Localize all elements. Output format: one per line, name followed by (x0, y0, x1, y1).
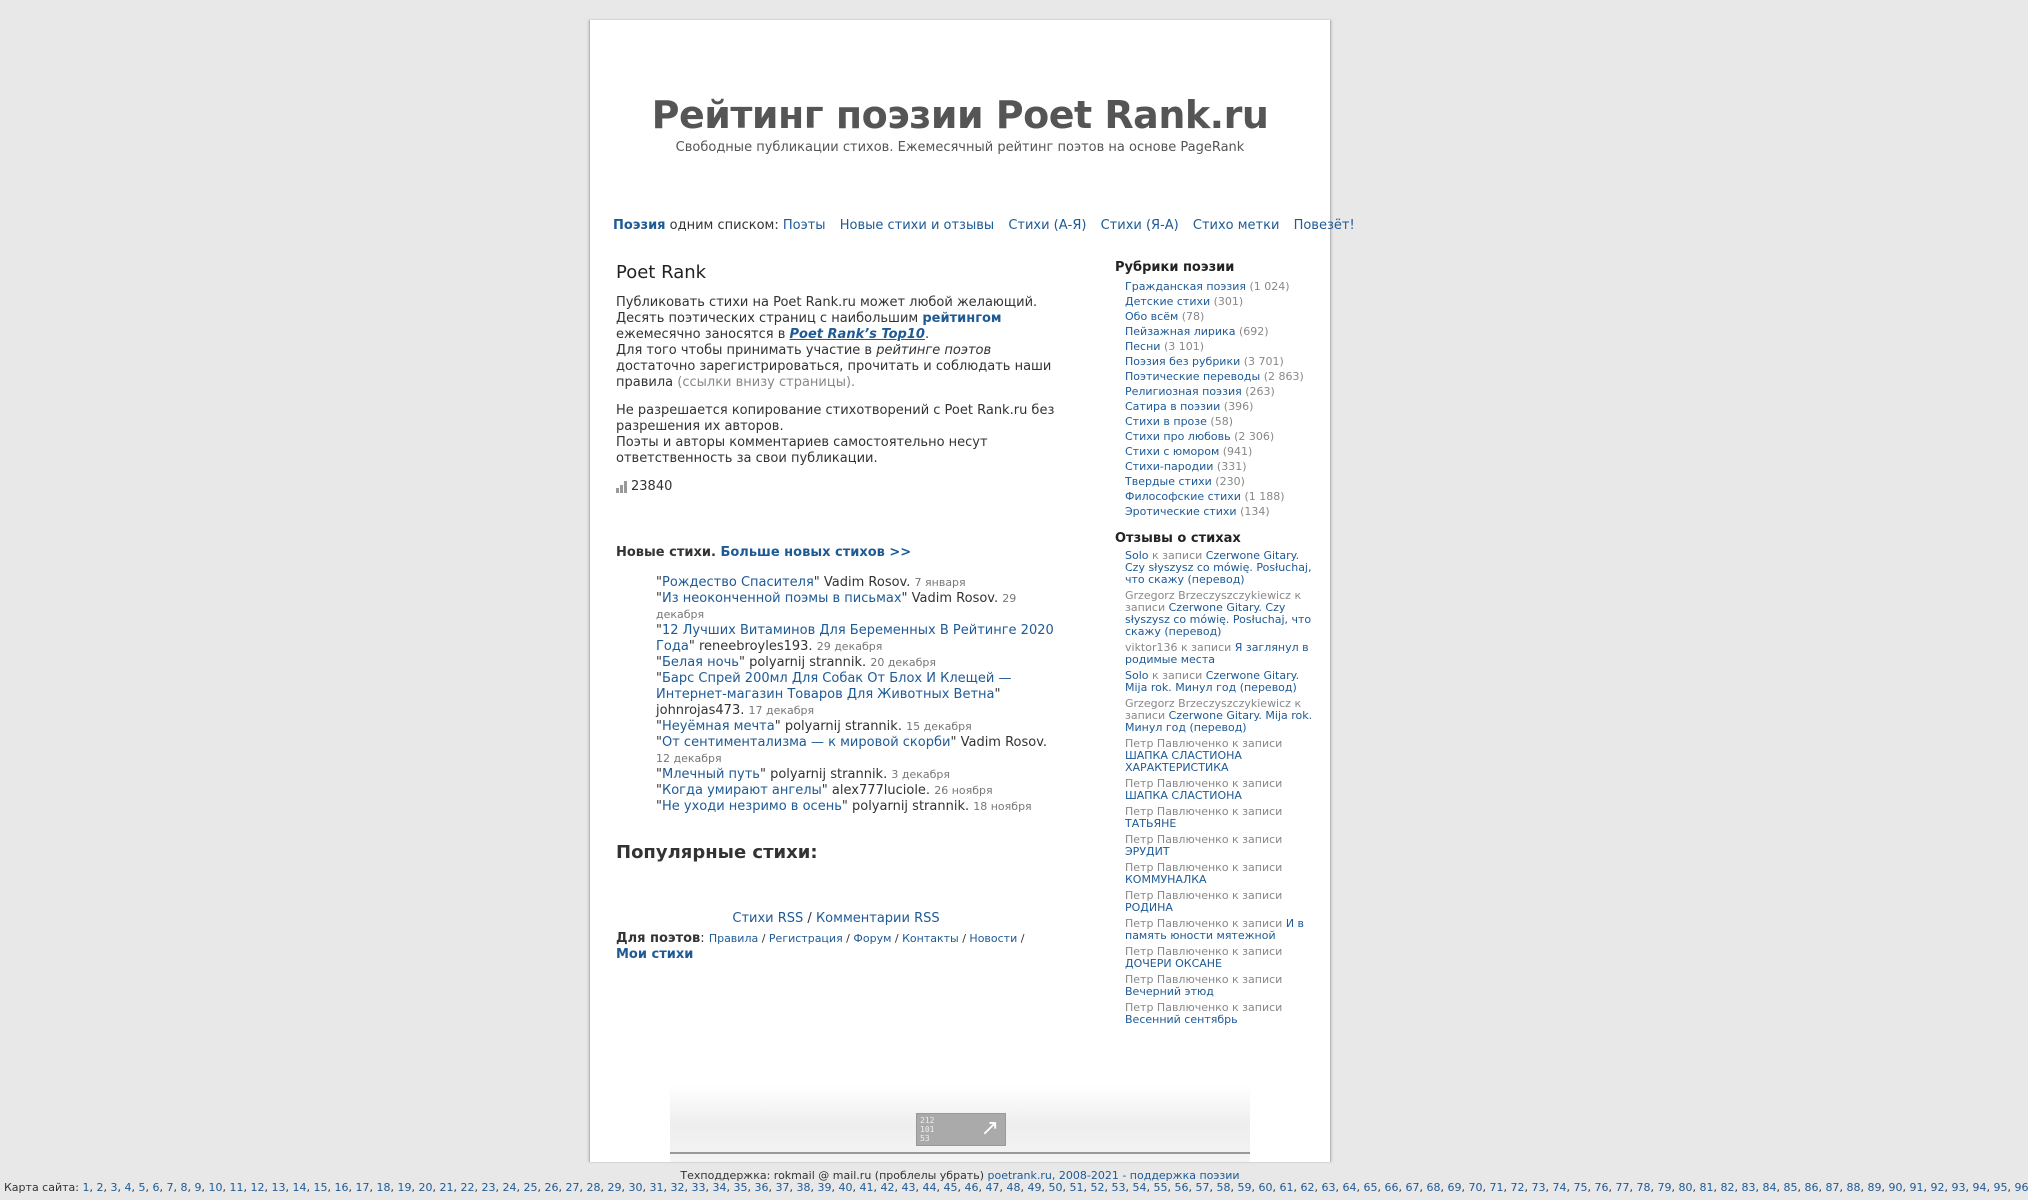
sitemap-page-link[interactable]: 2 (96, 1181, 104, 1194)
sitemap-page-link[interactable]: 84 (1762, 1181, 1777, 1194)
category-link[interactable]: Стихи-пародии (1125, 460, 1214, 473)
sitemap-page-link[interactable]: 90 (1888, 1181, 1903, 1194)
new-poem-item: "Барс Спрей 200мл Для Собак От Блох И Клещей — Интернет-магазин Товаров Для Животных Ветна" johnrojas473. 17 декабря (656, 671, 1012, 718)
sitemap-page-link[interactable]: 76 (1594, 1181, 1609, 1194)
category-count: (3 101) (1163, 340, 1205, 353)
review-post-link[interactable]: ШАПКА СЛАСТИОНА ХАРАКТЕРИСТИКА (1125, 749, 1242, 774)
new-poem-author: polyarnij strannik. (784, 719, 902, 734)
comments-rss-link[interactable]: Комментарии RSS (815, 911, 940, 926)
sitemap-page-link[interactable]: 7 (166, 1181, 174, 1194)
new-poem-item: "Когда умирают ангелы" alex777luciole. 26 ноября (656, 783, 993, 798)
new-poem-link[interactable]: От сентиментализма — к мировой скорби (661, 735, 951, 750)
my-poems-link[interactable]: Мои стихи (616, 947, 694, 962)
new-poem-item: "От сентиментализма — к мировой скорби" Vadim Rosov. 12 декабря (656, 735, 1048, 765)
review-author: Петр Павлюченко (1125, 1001, 1229, 1014)
review-to-post-label: к записи (1228, 861, 1283, 874)
sidebar (1115, 260, 1315, 1038)
new-poem-author: johnrojas473. (656, 703, 745, 718)
review-to-post-label: к записи (1228, 737, 1283, 750)
review-to-post-label: к записи (1148, 669, 1206, 682)
review-author: Петр Павлюченко (1125, 973, 1229, 986)
review-author[interactable]: Solo (1125, 549, 1149, 562)
new-poem-author: Vadim Rosov. (823, 575, 911, 590)
review-author: Петр Павлюченко (1125, 833, 1229, 846)
sitemap-page-link[interactable]: 10 (208, 1181, 223, 1194)
review-post-link[interactable]: КОММУНАЛКА (1125, 873, 1207, 886)
sitemap-page-link[interactable]: 24 (502, 1181, 517, 1194)
visit-counter (616, 479, 1056, 495)
sitemap-page-link[interactable]: 96 (2014, 1181, 2028, 1194)
sitemap-page-link[interactable]: 26 (544, 1181, 559, 1194)
category-item (1125, 489, 1315, 504)
review-item (1125, 918, 1315, 942)
footer-site-link[interactable]: poetrank.ru, 2008-2021 - поддержка поэзии (987, 1169, 1240, 1182)
category-count: (1 024) (1249, 280, 1290, 293)
category-link[interactable]: Детские стихи (1125, 295, 1211, 308)
review-item (1125, 834, 1315, 858)
new-poem-author: alex777luciole. (831, 783, 931, 798)
new-poem-item: "Млечный путь" polyarnij strannik. 3 декабря (656, 767, 950, 782)
sitemap-page-link[interactable]: 75 (1573, 1181, 1588, 1194)
sitemap-page-link[interactable]: 51 (1069, 1181, 1084, 1194)
sitemap-page-link[interactable]: 38 (796, 1181, 811, 1194)
sitemap-page-link[interactable]: 39 (817, 1181, 832, 1194)
review-author: Grzegorz Brzeczyszczykiewicz (1125, 589, 1291, 602)
sitemap-page-link[interactable]: 86 (1804, 1181, 1819, 1194)
review-to-post-label: к записи (1177, 641, 1235, 654)
review-post-link[interactable]: ДОЧЕРИ ОКСАНЕ (1125, 957, 1222, 970)
review-item (1125, 806, 1315, 830)
review-author: Петр Павлюченко (1125, 737, 1229, 750)
new-poem-link[interactable]: 12 Лучших Витаминов Для Беременных В Рейтинге 2020 Года (656, 623, 1054, 654)
sitemap-page-link[interactable]: 66 (1384, 1181, 1399, 1194)
category-count: (58) (1210, 415, 1233, 428)
new-poem-link[interactable]: Рождество Спасителя (661, 575, 814, 590)
main-heading: Poet Rank (616, 262, 707, 283)
new-poem-date: 7 января (914, 576, 966, 589)
sitemap-page-link[interactable]: 59 (1237, 1181, 1252, 1194)
sitemap-page-link[interactable]: 57 (1195, 1181, 1210, 1194)
sitemap-page-link[interactable]: 55 (1153, 1181, 1168, 1194)
category-item (1125, 459, 1315, 474)
category-item (1125, 474, 1315, 489)
sitemap-page-link[interactable]: 49 (1027, 1181, 1042, 1194)
category-item (1125, 324, 1315, 339)
sitemap-page-link[interactable]: 32 (670, 1181, 685, 1194)
sitemap-page-link[interactable]: 47 (985, 1181, 1000, 1194)
sitemap-page-link[interactable]: 83 (1741, 1181, 1756, 1194)
reviews-list (1125, 550, 1315, 1026)
sitemap-page-link[interactable]: 62 (1300, 1181, 1315, 1194)
review-item (1125, 862, 1315, 886)
sitemap-page-link[interactable]: 41 (859, 1181, 874, 1194)
review-post-link[interactable]: ШАПКА СЛАСТИОНА (1125, 789, 1242, 802)
nav-item-poets[interactable]: Поэты (782, 218, 826, 233)
poems-rss-link[interactable]: Стихи RSS (732, 911, 804, 926)
nav-one-list-label: одним списком: (665, 218, 783, 233)
category-count: (263) (1245, 385, 1275, 398)
review-post-link[interactable]: Весенний сентябрь (1125, 1013, 1238, 1026)
sitemap-page-link[interactable]: 25 (523, 1181, 538, 1194)
categories-list (1125, 279, 1315, 519)
category-item (1125, 504, 1315, 519)
review-item (1125, 974, 1315, 998)
review-post-link[interactable]: ЭРУДИТ (1125, 845, 1170, 858)
nav-item-new-poems[interactable]: Новые стихи и отзывы (839, 218, 995, 233)
sitemap-page-link[interactable]: 4 (124, 1181, 132, 1194)
review-to-post-label: к записи (1228, 945, 1283, 958)
page-container (589, 20, 1355, 1182)
category-item (1125, 354, 1315, 369)
sitemap-page-link[interactable]: 89 (1867, 1181, 1882, 1194)
site-header (590, 20, 1330, 155)
review-item (1125, 946, 1315, 970)
review-author: Grzegorz Brzeczyszczykiewicz (1125, 697, 1291, 710)
footer-support: Техподдержка: rokmail @ mail.ru (проблелы убрать) poetrank.ru, 2008-2021 - поддержка поэзии (680, 1169, 1240, 1182)
review-to-post-label: к записи (1148, 549, 1206, 562)
sitemap-page-link[interactable]: 18 (376, 1181, 391, 1194)
sitemap-page-link[interactable]: 93 (1951, 1181, 1966, 1194)
review-author: Петр Павлюченко (1125, 777, 1229, 790)
sitemap-page-link[interactable]: 68 (1426, 1181, 1441, 1194)
news-link[interactable]: Новости (969, 932, 1018, 945)
category-link[interactable]: Эротические стихи (1125, 505, 1237, 518)
sitemap-page-link[interactable]: 30 (628, 1181, 643, 1194)
review-to-post-label: к записи (1125, 697, 1302, 722)
category-count: (692) (1238, 325, 1269, 338)
sitemap-page-link[interactable]: 15 (313, 1181, 328, 1194)
sitemap-page-link[interactable]: 53 (1111, 1181, 1126, 1194)
nav-poetry-link[interactable]: Поэзия (613, 218, 666, 233)
review-author: Петр Павлюченко (1125, 805, 1229, 818)
sitemap-page-link[interactable]: 71 (1489, 1181, 1504, 1194)
sitemap-page-link[interactable]: 69 (1447, 1181, 1462, 1194)
new-poem-link[interactable]: Млечный путь (661, 767, 760, 782)
new-poem-item: "Рождество Спасителя" Vadim Rosov. 7 января (656, 575, 966, 590)
new-poem-item: "12 Лучших Витаминов Для Беременных В Рейтинге 2020 Года" reneebroyles193. 29 декабря (656, 623, 1054, 654)
counter-value: 23840 (631, 479, 673, 494)
review-to-post-label: к записи (1125, 589, 1302, 614)
categories-title: Рубрики поэзии (1115, 260, 1235, 275)
new-poem-date: 3 декабря (891, 768, 950, 781)
sitemap-page-link[interactable]: 82 (1720, 1181, 1735, 1194)
sitemap-page-link[interactable]: 8 (180, 1181, 188, 1194)
sitemap-page-link[interactable]: 16 (334, 1181, 349, 1194)
new-poem-item: "Белая ночь" polyarnij strannik. 20 декабря (656, 655, 936, 670)
sitemap-page-link[interactable]: 11 (229, 1181, 244, 1194)
review-to-post-label: к записи (1228, 777, 1283, 790)
sitemap-page-link[interactable]: 34 (712, 1181, 727, 1194)
new-poem-link[interactable]: Не уходи незримо в осень (661, 799, 842, 814)
category-item (1125, 429, 1315, 444)
review-post-link[interactable]: Czerwone Gitary. Mija rok. Минул год (перевод) (1125, 669, 1300, 694)
nav-item-poems-za[interactable]: Стихи (Я-А) (1100, 218, 1179, 233)
sitemap-page-link[interactable]: 65 (1363, 1181, 1378, 1194)
category-link[interactable]: Стихи в прозе (1125, 415, 1207, 428)
review-to-post-label: к записи (1228, 973, 1283, 986)
category-item (1125, 444, 1315, 459)
review-to-post-label: к записи (1228, 1001, 1283, 1014)
sitemap-page-link[interactable]: 77 (1615, 1181, 1630, 1194)
new-poems-list (656, 575, 1056, 815)
sitemap-page-link[interactable]: 17 (355, 1181, 370, 1194)
review-post-link[interactable]: Czerwone Gitary. Mija rok. Минул год (перевод) (1125, 709, 1313, 734)
review-author: Петр Павлюченко (1125, 945, 1229, 958)
nav-item-lucky[interactable]: Повезёт! (1293, 218, 1355, 233)
intro-paragraph: Публиковать стихи на Poet Rank.ru может любой желающий. Десять поэтических страниц с наибольшим рейтингом ежемесячно заносятся в Poet Rank’s Top10. Для того чтобы принимать участие в рейтинге поэтов достаточно зарегистрироваться, прочитать и соблюдать наши правила (ссылки внизу страницы). (616, 295, 1052, 390)
sitemap-page-link[interactable]: 54 (1132, 1181, 1147, 1194)
review-to-post-label: к записи (1228, 805, 1283, 818)
new-poem-date: 20 декабря (870, 656, 936, 669)
contacts-link[interactable]: Контакты (902, 932, 959, 945)
new-poem-link[interactable]: Когда умирают ангелы (661, 783, 822, 798)
sitemap-page-link[interactable]: 35 (733, 1181, 748, 1194)
category-link[interactable]: Пейзажная лирика (1125, 325, 1236, 338)
sitemap-page-link[interactable]: 36 (754, 1181, 769, 1194)
bar-chart-icon (616, 481, 627, 493)
review-post-link[interactable]: Вечерний этюд (1125, 985, 1214, 998)
sitemap-page-link[interactable]: 61 (1279, 1181, 1294, 1194)
sitemap-page-link[interactable]: 28 (586, 1181, 601, 1194)
rules-link[interactable]: Правила (708, 932, 759, 945)
new-poem-item: "Неуёмная мечта" polyarnij strannik. 15 декабря (656, 719, 972, 734)
nav-item-tags[interactable]: Стихо метки (1192, 218, 1280, 233)
review-item (1125, 670, 1315, 694)
category-item (1125, 369, 1315, 384)
for-poets-bar: Для поэтов: Правила / Регистрация / Форум / Контакты / Новости / Мои стихи (616, 931, 1025, 962)
sitemap-page-link[interactable]: 21 (439, 1181, 454, 1194)
sitemap-page-link[interactable]: 37 (775, 1181, 790, 1194)
review-post-link[interactable]: И в память юности мятежной (1125, 917, 1305, 942)
category-link[interactable]: Обо всём (1125, 310, 1179, 323)
main-nav (613, 218, 1355, 233)
sitemap-page-link[interactable]: 3 (110, 1181, 118, 1194)
sitemap-page-link[interactable]: 12 (250, 1181, 265, 1194)
sitemap-page-link[interactable]: 6 (152, 1181, 160, 1194)
review-item (1125, 1002, 1315, 1026)
sitemap-page-link[interactable]: 74 (1552, 1181, 1567, 1194)
category-count: (3 701) (1243, 355, 1284, 368)
sitemap-page-link[interactable]: 31 (649, 1181, 664, 1194)
main-content (616, 262, 1056, 963)
new-poem-date: 18 ноября (973, 800, 1032, 813)
new-poem-link[interactable]: Барс Спрей 200мл Для Собак От Блох И Клещей — Интернет-магазин Товаров Для Животных Ветна (656, 671, 1012, 702)
sitemap-page-link[interactable]: 78 (1636, 1181, 1651, 1194)
new-poem-author: reneebroyles193. (698, 639, 813, 654)
category-count: (230) (1215, 475, 1245, 488)
new-poem-date: 26 ноября (934, 784, 993, 797)
nav-item-poems-az[interactable]: Стихи (А-Я) (1008, 218, 1087, 233)
category-link[interactable]: Песни (1125, 340, 1161, 353)
category-count: (2 306) (1234, 430, 1275, 443)
new-poems-heading: Новые стихи. Больше новых стихов >> (616, 545, 912, 560)
new-poem-author: polyarnij strannik. (749, 655, 867, 670)
sitemap-page-link[interactable]: 43 (901, 1181, 916, 1194)
category-item (1125, 414, 1315, 429)
sitemap-page-link[interactable]: 52 (1090, 1181, 1105, 1194)
review-to-post-label: к записи (1228, 917, 1286, 930)
more-new-poems-link[interactable]: Больше новых стихов >> (720, 545, 912, 560)
category-count: (78) (1181, 310, 1205, 323)
sitemap-page-link[interactable]: 22 (460, 1181, 475, 1194)
review-post-link[interactable]: Czerwone Gitary. Czy słyszysz co mówię. Posłuchaj, что скажу (перевод) (1125, 601, 1312, 638)
footer-box (670, 1085, 1250, 1162)
sitemap-page-link[interactable]: 72 (1510, 1181, 1525, 1194)
sitemap-page-link[interactable]: 85 (1783, 1181, 1798, 1194)
review-post-link[interactable]: Я заглянул в родимые места (1125, 641, 1309, 666)
review-author: Петр Павлюченко (1125, 917, 1229, 930)
top10-link[interactable]: Poet Rank’s Top10 (789, 327, 925, 342)
sitemap-page-link[interactable]: 70 (1468, 1181, 1483, 1194)
category-count: (2 863) (1263, 370, 1304, 383)
review-to-post-label: к записи (1228, 833, 1283, 846)
review-post-link[interactable]: ТАТЬЯНЕ (1125, 817, 1177, 830)
new-poem-author: Vadim Rosov. (911, 591, 999, 606)
popular-poems-title: Популярные стихи: (616, 842, 818, 863)
review-to-post-label: к записи (1228, 889, 1283, 902)
sitemap-page-link[interactable]: 48 (1006, 1181, 1021, 1194)
review-item (1125, 698, 1315, 734)
category-item (1125, 399, 1315, 414)
sitemap-page-link[interactable]: 50 (1048, 1181, 1063, 1194)
rss-links: Стихи RSS / Комментарии RSS (732, 911, 940, 926)
sitemap-page-link[interactable]: 92 (1930, 1181, 1945, 1194)
sitemap-page-link[interactable]: 1 (82, 1181, 90, 1194)
category-count: (396) (1223, 400, 1254, 413)
category-link[interactable]: Гражданская поэзия (1125, 280, 1246, 293)
sitemap-page-link[interactable]: 87 (1825, 1181, 1840, 1194)
arrow-up-right-icon: ↗ (980, 1116, 999, 1141)
review-item (1125, 590, 1315, 638)
site-description: Свободные публикации стихов. Ежемесячный рейтинг поэтов на основе PageRank (675, 140, 1245, 155)
sitemap-page-link[interactable]: 58 (1216, 1181, 1231, 1194)
copyright-paragraph: Не разрешается копирование стихотворений с Poet Rank.ru без разрешения их авторов. Поэты и авторы комментариев самостоятельно несут ответственность за свои публикации. (616, 403, 1055, 466)
review-item (1125, 642, 1315, 666)
review-item (1125, 890, 1315, 914)
new-poem-author: polyarnij strannik. (851, 799, 970, 814)
sitemap-page-link[interactable]: 20 (418, 1181, 433, 1194)
review-post-link[interactable]: РОДИНА (1125, 901, 1173, 914)
category-link[interactable]: Религиозная поэзия (1125, 385, 1242, 398)
liveinternet-counter-badge[interactable]: 212 101 53 ↗ (916, 1113, 1006, 1146)
category-item (1125, 309, 1315, 324)
review-item (1125, 550, 1315, 586)
sitemap-page-link[interactable]: 23 (481, 1181, 496, 1194)
category-count: (301) (1213, 295, 1244, 308)
new-poem-link[interactable]: Из неоконченной поэмы в письмах (661, 591, 902, 606)
sitemap-page-link[interactable]: 33 (691, 1181, 706, 1194)
category-link[interactable]: Сатира в поэзии (1125, 400, 1221, 413)
review-author: Петр Павлюченко (1125, 861, 1229, 874)
sitemap-page-link[interactable]: 56 (1174, 1181, 1189, 1194)
new-poem-date: 12 декабря (656, 752, 722, 765)
category-count: (1 188) (1244, 490, 1285, 503)
sitemap-page-link[interactable]: 60 (1258, 1181, 1273, 1194)
sitemap-page-link[interactable]: 46 (964, 1181, 979, 1194)
category-link[interactable]: Философские стихи (1125, 490, 1241, 503)
rating-link[interactable]: рейтингом (922, 311, 1002, 326)
sitemap-page-link[interactable]: 88 (1846, 1181, 1861, 1194)
new-poem-link[interactable]: Белая ночь (661, 655, 739, 670)
new-poem-author: Vadim Rosov. (960, 735, 1048, 750)
review-post-link[interactable]: Czerwone Gitary. Czy słyszysz co mówię. Posłuchaj, что скажу (перевод) (1125, 549, 1312, 586)
sitemap-page-link[interactable]: 44 (922, 1181, 937, 1194)
footer-divider (670, 1152, 1250, 1154)
category-count: (331) (1216, 460, 1247, 473)
sitemap-page-link[interactable]: 42 (880, 1181, 895, 1194)
sitemap-page-link[interactable]: 13 (271, 1181, 286, 1194)
sitemap-page-link[interactable]: 45 (943, 1181, 958, 1194)
sitemap-page-link[interactable]: 81 (1699, 1181, 1714, 1194)
sitemap-page-link[interactable]: 5 (138, 1181, 146, 1194)
sitemap-page-link[interactable]: 19 (397, 1181, 412, 1194)
category-item (1125, 294, 1315, 309)
new-poem-author: polyarnij strannik. (770, 767, 888, 782)
sitemap-bar: Карта сайта: 1, 2, 3, 4, 5, 6, 7, 8, 9, 10, 11, 12, 13, 14, 15, 16, 17, 18, 19, 20, 21, 22, 23, 24, 25, 26, 27, 28, 29, 30, 31, 32, 33, 34, 35, 36, 37, 38, 39, 40, 41, 42, 43, 44, 45, 46, 47, 48, 49, 50, 51, 52, 53, 54, 55, 56, 57, 58, 59, 60, 61, 62, 63, 64, 65, 66, 67, 68, 69, 70, 71, 72, 73, 74, 75, 76, 77, 78, 79, 80, 81, 82, 83, 84, 85, 86, 87, 88, 89, 90, 91, 92, 93, 94, 95, 96 (4, 1181, 2028, 1194)
sitemap-page-link[interactable]: 73 (1531, 1181, 1546, 1194)
sitemap-page-link[interactable]: 94 (1972, 1181, 1987, 1194)
new-poem-item: "Из неоконченной поэмы в письмах" Vadim Rosov. 29 декабря (656, 591, 1017, 621)
sitemap-page-link[interactable]: 79 (1657, 1181, 1672, 1194)
new-poem-date: 17 декабря (748, 704, 815, 717)
sitemap-page-link[interactable]: 64 (1342, 1181, 1357, 1194)
register-link[interactable]: Регистрация (768, 932, 843, 945)
category-item (1125, 279, 1315, 294)
review-author[interactable]: Solo (1125, 669, 1149, 682)
category-link[interactable]: Поэтические переводы (1125, 370, 1261, 383)
sitemap-page-link[interactable]: 14 (292, 1181, 307, 1194)
reviews-title: Отзывы о стихах (1115, 531, 1241, 546)
category-count: (134) (1240, 505, 1270, 518)
new-poem-date: 29 декабря (656, 592, 1017, 621)
category-link[interactable]: Стихи про любовь (1125, 430, 1231, 443)
new-poem-link[interactable]: Неуёмная мечта (661, 719, 775, 734)
sitemap-page-link[interactable]: 29 (607, 1181, 622, 1194)
new-poem-item: "Не уходи незримо в осень" polyarnij strannik. 18 ноября (656, 799, 1032, 814)
sitemap-page-link[interactable]: 40 (838, 1181, 853, 1194)
sitemap-page-link[interactable]: 80 (1678, 1181, 1693, 1194)
category-item (1125, 384, 1315, 399)
site-title[interactable]: Рейтинг поэзии Poet Rank.ru (651, 93, 1269, 137)
category-item (1125, 339, 1315, 354)
sitemap-page-link[interactable]: 95 (1993, 1181, 2008, 1194)
category-count: (941) (1222, 445, 1253, 458)
review-item (1125, 738, 1315, 774)
review-author: viktor136 (1125, 641, 1178, 654)
sitemap-page-link[interactable]: 91 (1909, 1181, 1924, 1194)
review-author: Петр Павлюченко (1125, 889, 1229, 902)
sitemap-page-link[interactable]: 9 (194, 1181, 202, 1194)
new-poem-date: 15 декабря (906, 720, 972, 733)
new-poem-date: 29 декабря (816, 640, 883, 653)
forum-link[interactable]: Форум (853, 932, 892, 945)
review-item (1125, 778, 1315, 802)
sitemap-page-link[interactable]: 63 (1321, 1181, 1336, 1194)
sitemap-page-link[interactable]: 67 (1405, 1181, 1420, 1194)
category-link[interactable]: Поэзия без рубрики (1125, 355, 1241, 368)
category-link[interactable]: Стихи с юмором (1125, 445, 1220, 458)
sitemap-label: Карта сайта: (4, 1181, 83, 1194)
category-link[interactable]: Твердые стихи (1125, 475, 1212, 488)
sitemap-page-link[interactable]: 27 (565, 1181, 580, 1194)
